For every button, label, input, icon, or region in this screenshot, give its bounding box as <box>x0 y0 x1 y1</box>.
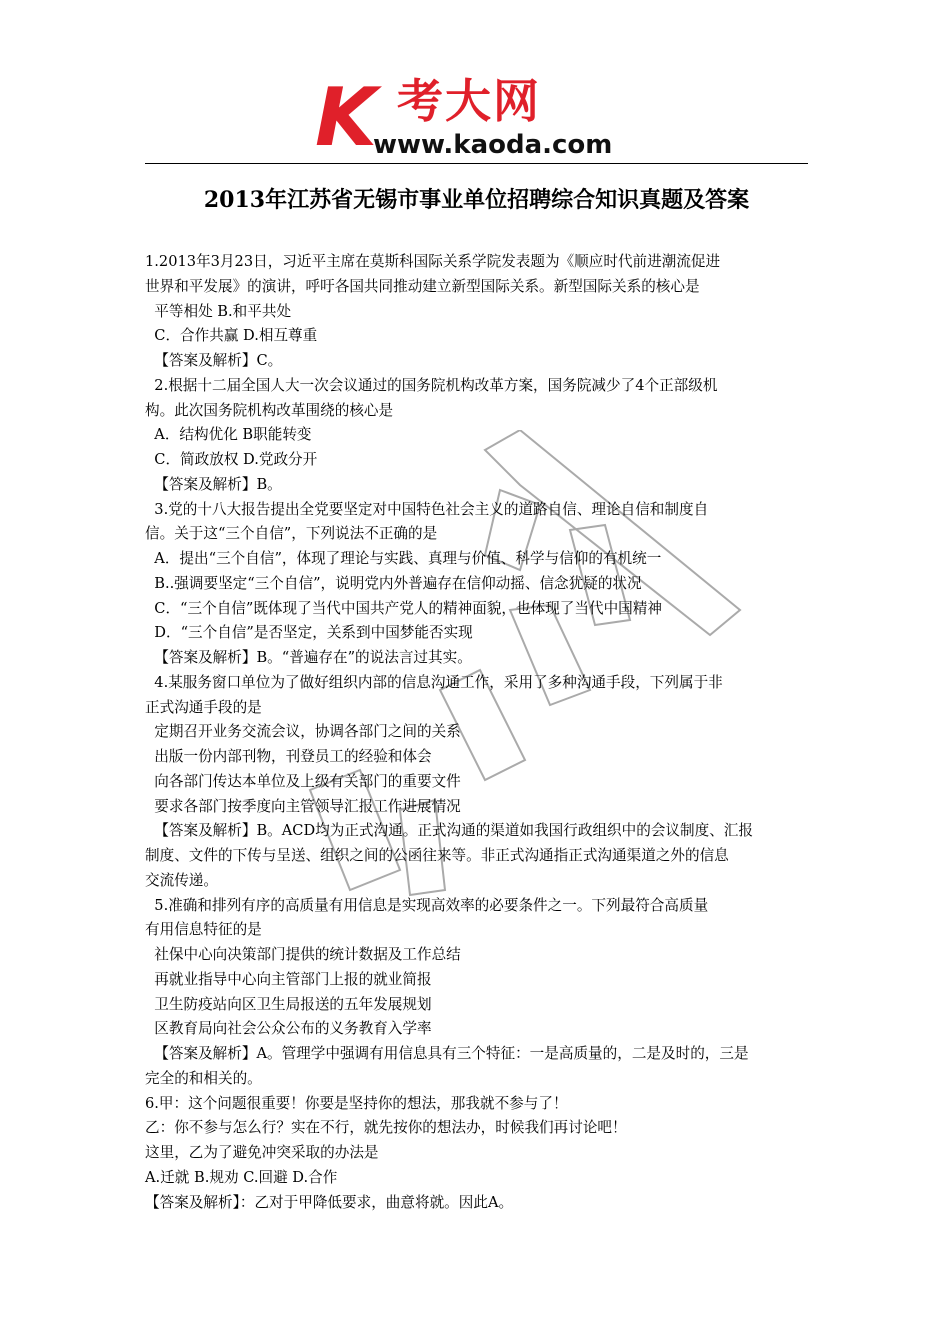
logo-chinese-name: 考大网 <box>397 74 541 128</box>
text-line: 社保中心向决策部门提供的统计数据及工作总结 <box>145 946 461 963</box>
text-line: 【答案及解析】A。管理学中强调有用信息具有三个特征：一是高质量的，二是及时的，三是 <box>145 1045 749 1062</box>
text-line: C．合作共赢 D.相互尊重 <box>145 327 318 345</box>
header-divider <box>145 163 808 164</box>
text-line: D．“三个自信”是否坚定，关系到中国梦能否实现 <box>145 624 473 642</box>
text-line: 正式沟通手段的是 <box>145 698 262 716</box>
text-line: 1.2013年3月23日，习近平主席在莫斯科国际关系学院发表题为《顺应时代前进潮流促进 <box>145 253 721 270</box>
text-line: 向各部门传达本单位及上级有关部门的重要文件 <box>145 772 461 790</box>
text-line: 4.某服务窗口单位为了做好组织内部的信息沟通工作，采用了多种沟通手段，下列属于非 <box>145 673 723 691</box>
text-line: C．“三个自信”既体现了当代中国共产党人的精神面貌，也体现了当代中国精神 <box>145 599 662 617</box>
text-line: 【答案及解析】B。ACD均为正式沟通。正式沟通的渠道如我国行政组织中的会议制度、汇报 <box>145 822 753 840</box>
text-line: A．提出“三个自信”，体现了理论与实践、真理与价值、科学与信仰的有机统一 <box>145 550 662 567</box>
text-line: 有用信息特征的是 <box>145 921 262 939</box>
text-line: 【答案及解析】B。 <box>145 475 282 493</box>
text-line: 平等相处 B.和平共处 <box>145 302 292 320</box>
logo-k-mark: K <box>315 71 377 164</box>
text-line: 完全的和相关的。 <box>145 1069 262 1087</box>
text-line: 乙：你不参与怎么行？实在不行，就先按你的想法办，时候我们再讨论吧！ <box>145 1119 627 1137</box>
text-line: 信。关于这“三个自信”，下列说法不正确的是 <box>145 525 438 543</box>
page-header <box>145 68 808 168</box>
text-line: 【答案及解析】：乙对于甲降低要求，曲意将就。因此A。 <box>145 1193 514 1211</box>
document-title: 2013年江苏省无锡市事业单位招聘综合知识真题及答案 <box>203 187 750 213</box>
text-line: 出版一份内部刊物，刊登员工的经验和体会 <box>145 748 432 765</box>
document-body <box>145 250 809 1215</box>
text-line: 区教育局向社会公众公布的义务教育入学率 <box>145 1020 432 1038</box>
text-line: A．结构优化 B职能转变 <box>145 426 312 444</box>
text-line: 构。此次国务院机构改革围绕的核心是 <box>145 401 394 419</box>
text-line: A.迁就 B.规劝 C.回避 D.合作 <box>145 1168 338 1186</box>
logo-url: www.kaoda.com <box>373 130 613 160</box>
text-line: 世界和平发展》的演讲，呼吁各国共同推动建立新型国际关系。新型国际关系的核心是 <box>145 277 700 295</box>
text-line: 定期召开业务交流会议，协调各部门之间的关系 <box>145 723 461 741</box>
kaoda-logo <box>315 71 645 164</box>
text-line: 【答案及解析】C。 <box>145 352 283 369</box>
text-line: 6.甲：这个问题很重要！你要是坚持你的想法，那我就不参与了！ <box>145 1094 568 1112</box>
text-line: B..强调要坚定“三个自信”，说明党内外普遍存在信仰动摇、信念犹疑的状况 <box>145 574 642 592</box>
text-line: 要求各部门按季度向主管领导汇报工作进展情况 <box>145 797 461 815</box>
text-line: 5.准确和排列有序的高质量有用信息是实现高效率的必要条件之一。下列最符合高质量 <box>145 896 709 914</box>
text-line: C．简政放权 D.党政分开 <box>145 451 318 468</box>
text-line: 卫生防疫站向区卫生局报送的五年发展规划 <box>145 995 432 1013</box>
text-line: 这里，乙为了避免冲突采取的办法是 <box>145 1144 379 1161</box>
text-line: 再就业指导中心向主管部门上报的就业简报 <box>145 970 432 988</box>
text-line: 交流传递。 <box>145 871 218 889</box>
text-line: 3.党的十八大报告提出全党要坚定对中国特色社会主义的道路自信、理论自信和制度自 <box>145 500 709 518</box>
text-line: 【答案及解析】B。“普遍存在”的说法言过其实。 <box>145 649 472 666</box>
text-line: 2.根据十二届全国人大一次会议通过的国务院机构改革方案，国务院减少了4个正部级机 <box>145 376 718 394</box>
text-line: 制度、文件的下传与呈送、组织之间的公函往来等。非正式沟通指正式沟通渠道之外的信息 <box>145 847 729 864</box>
